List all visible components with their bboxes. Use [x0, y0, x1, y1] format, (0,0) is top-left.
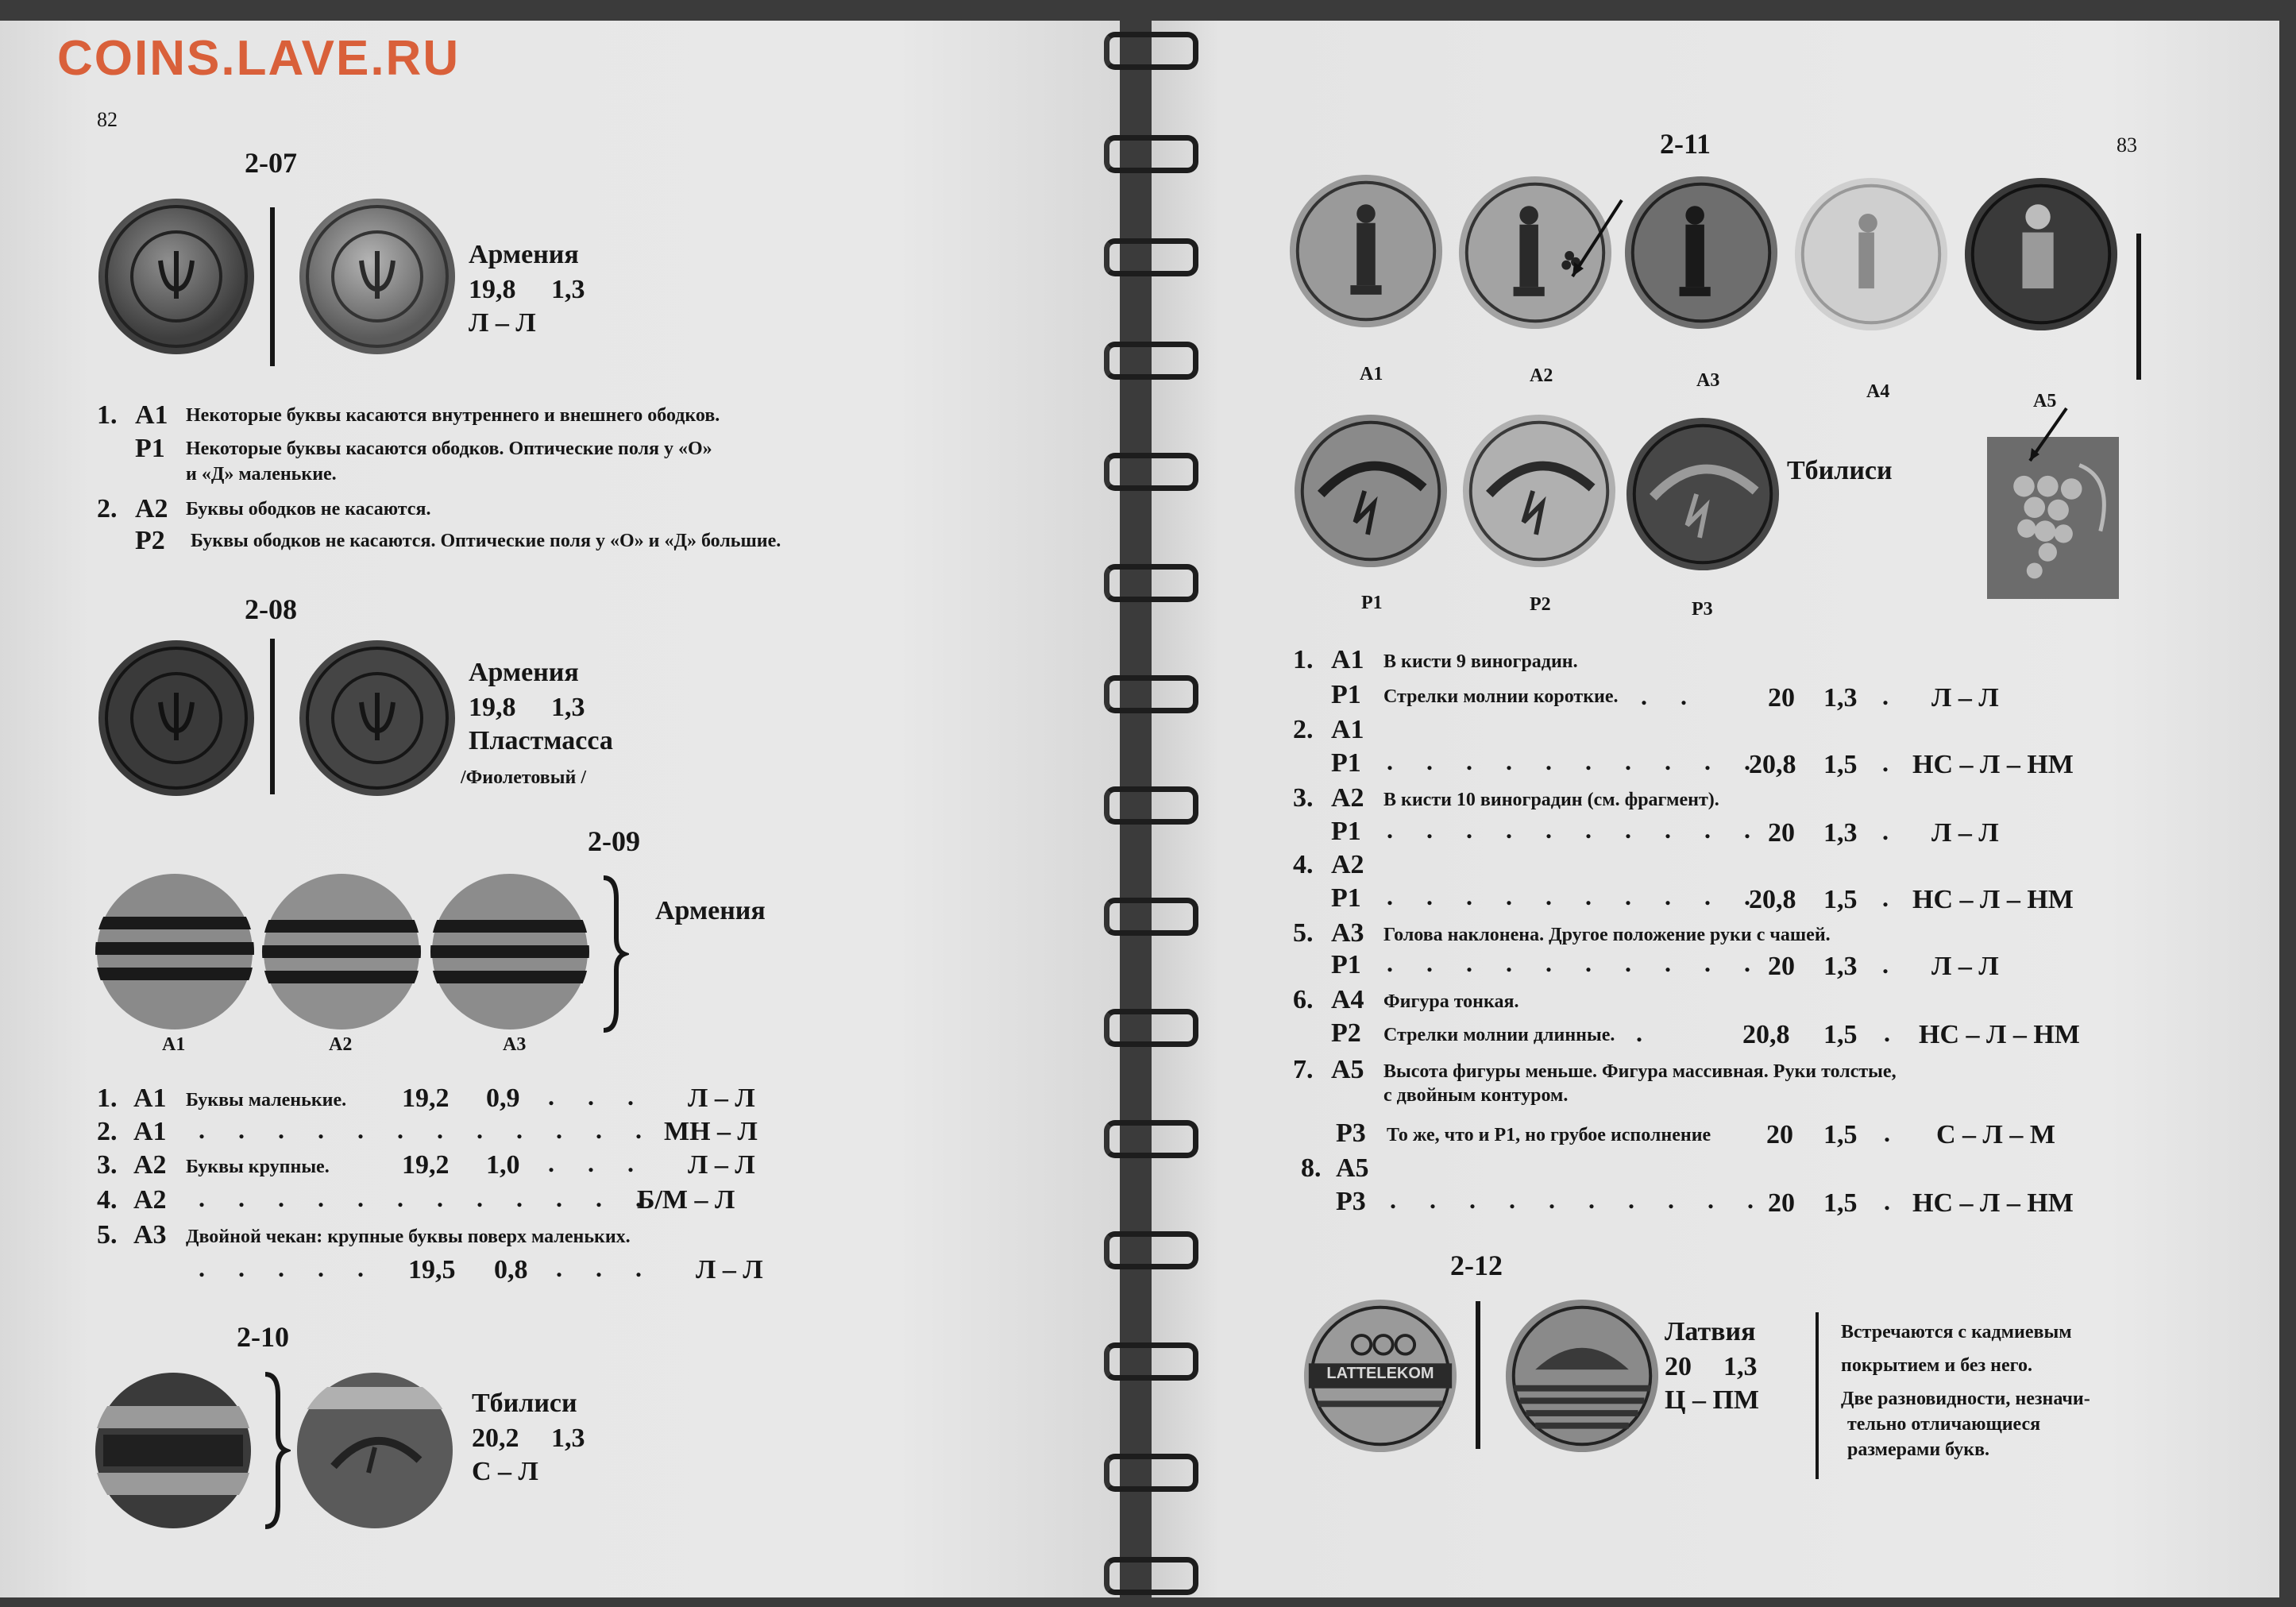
rarity-2-12: Ц – ПМ [1665, 1385, 1759, 1415]
section-code-2-10: 2-10 [237, 1321, 289, 1353]
section-code-2-11: 2-11 [1660, 128, 1711, 160]
coin-2-12-obverse [1302, 1298, 1458, 1454]
coin-2-11-p3 [1625, 416, 1781, 572]
diameter-2-12: 20 [1665, 1352, 1692, 1381]
label-a3: A3 [1696, 370, 1720, 391]
label-a3: A3 [503, 1034, 527, 1055]
thickness-2-07: 1,3 [551, 275, 585, 304]
coin-2-07-reverse [298, 197, 457, 356]
coin-2-11-a1 [1288, 173, 1444, 329]
color-2-08: /Фиолетовый / [461, 767, 586, 788]
thickness-2-10: 1,3 [551, 1424, 585, 1453]
label-a2: A2 [1530, 365, 1553, 386]
divider-bar [270, 639, 275, 794]
coin-2-09-a1 [95, 872, 254, 1031]
pointer-arrow-icon [1565, 197, 1628, 284]
divider-bar [1816, 1312, 1819, 1479]
coin-2-09-a2 [262, 872, 421, 1031]
label-p1: P1 [1361, 593, 1383, 613]
coin-2-11-a3 [1623, 175, 1779, 330]
page-number-right: 83 [2117, 133, 2137, 156]
diameter-2-07: 19,8 [469, 275, 516, 304]
brace-icon [597, 875, 629, 1033]
place-2-08: Армения [469, 658, 579, 687]
coin-2-08-reverse [298, 639, 457, 798]
place-2-09: Армения [655, 896, 766, 925]
label-p3: P3 [1692, 599, 1713, 620]
section-code-2-09: 2-09 [588, 825, 640, 857]
label-a5: A5 [2033, 391, 2057, 411]
thickness-2-12: 1,3 [1723, 1352, 1758, 1381]
divider-bar [2136, 234, 2141, 380]
place-2-10: Тбилиси [472, 1389, 577, 1418]
rarity-2-07: Л – Л [469, 308, 536, 338]
coin-2-08-obverse [97, 639, 256, 798]
thickness-2-08: 1,3 [551, 693, 585, 722]
section-code-2-07: 2-07 [245, 147, 297, 179]
coin-2-10-obverse [94, 1371, 253, 1530]
coin-inscription: LATTELEKOM [1326, 1365, 1434, 1382]
label-a1: A1 [1360, 364, 1383, 384]
coin-2-11-a5 [1963, 176, 2119, 332]
label-a2: A2 [329, 1034, 353, 1055]
right-page: 83 2-11 A1 A2 A3 A4 A5 Тбилиси P1 P2 P3 1. A1 В кисти 9 виноградин. P1 Стрелки молнии короткие. . . 20 1,3 . Л – Л 2. A1 P1 . . . . . . . . . . 20,8 1,5 . НС – Л – НМ 3. A2 В кисти 10 виноградин (см. фрагмент). P1 . . . . . . . . . . 20 1,3 . Л – Л 4. A2 P1 . . . . . . . . . . 20,8 1,5 . НС – Л – НМ 5. A3 Голова наклонена. Другое положение руки с чашей. P1 . . . . . . . . . . 20 1,3 . Л – Л 6. A4 Фигура тонкая. P2 Стрелки молнии длинные. . 20,8 1,5 . НС – Л – НМ 7. A5 Высота фигуры меньше. Фигура массивная. Руки толстые, с двойным контуром. P3 То же, что и P1, но грубое исполнение 20 1,5 . С – Л – М 8. A5 P3 . . . . . . . . . . 20 1,5 . НС – Л – НМ 2-12 LATTELEKOM Латвия 20 1,3 Ц – ПМ Встречаются с кадмиевым покрытием и без него. Две разновидности, незначи- тельно отличающиеся размерами букв. [1152, 21, 2279, 1597]
place-2-11: Тбилиси [1787, 456, 1893, 485]
diameter-2-08: 19,8 [469, 693, 516, 722]
label-a1: A1 [162, 1034, 186, 1055]
material-2-08: Пластмасса [469, 726, 613, 755]
coin-2-07-obverse [97, 197, 256, 356]
coin-2-11-p1 [1293, 413, 1449, 569]
spiral-binding [1096, 0, 1199, 1607]
watermark: COINS.LAVE.RU [57, 31, 461, 86]
divider-bar [270, 207, 275, 366]
rarity-2-10: С – Л [472, 1457, 538, 1486]
place-2-12: Латвия [1665, 1317, 1756, 1346]
label-p2: P2 [1530, 594, 1551, 615]
coin-2-11-a4 [1793, 176, 1949, 332]
coin-2-11-p2 [1461, 413, 1617, 569]
coin-2-09-a3 [430, 872, 589, 1031]
label-a4: A4 [1866, 381, 1890, 402]
place-2-07: Армения [469, 240, 579, 269]
coin-2-12-reverse [1504, 1298, 1660, 1454]
section-code-2-12: 2-12 [1450, 1250, 1503, 1281]
diameter-2-10: 20,2 [472, 1424, 519, 1453]
section-code-2-08: 2-08 [245, 593, 297, 625]
coin-2-10-reverse [295, 1371, 454, 1530]
brace-icon [259, 1371, 291, 1530]
pointer-arrow-icon [2024, 405, 2071, 469]
page-number-left: 82 [97, 108, 118, 131]
left-page: 82 2-07 Армения 19,8 1,3 Л – Л 1. A1 Некоторые буквы касаются внутреннего и внешнего ободков. P1 Некоторые буквы касаются ободков. Оптические поля у «О» и «Д» маленькие. 2. A2 Буквы ободков не касаются. P2 Буквы ободков не касаются. Оптические поля у «О» и «Д» большие. 2-08 Армения 19,8 1,3 Пластмасса /Фиолетовый / 2-09 Армения A1 A2 A3 1. A1 Буквы маленькие. 19,2 0,9 . . . Л – Л 2. A1 . . . . . . . . . . . . МН – Л 3. A2 Буквы крупные. 19,2 1,0 . . . Л – Л 4. A2 . . . . . . . . . . . . Б/М – Л 5. A3 Двойной чекан: крупные буквы поверх маленьких. . . . . . 19,5 0,8 . . . Л – Л 2-10 Тбилиси 20,2 1,3 С – Л [0, 21, 1120, 1597]
divider-bar [1476, 1301, 1480, 1449]
